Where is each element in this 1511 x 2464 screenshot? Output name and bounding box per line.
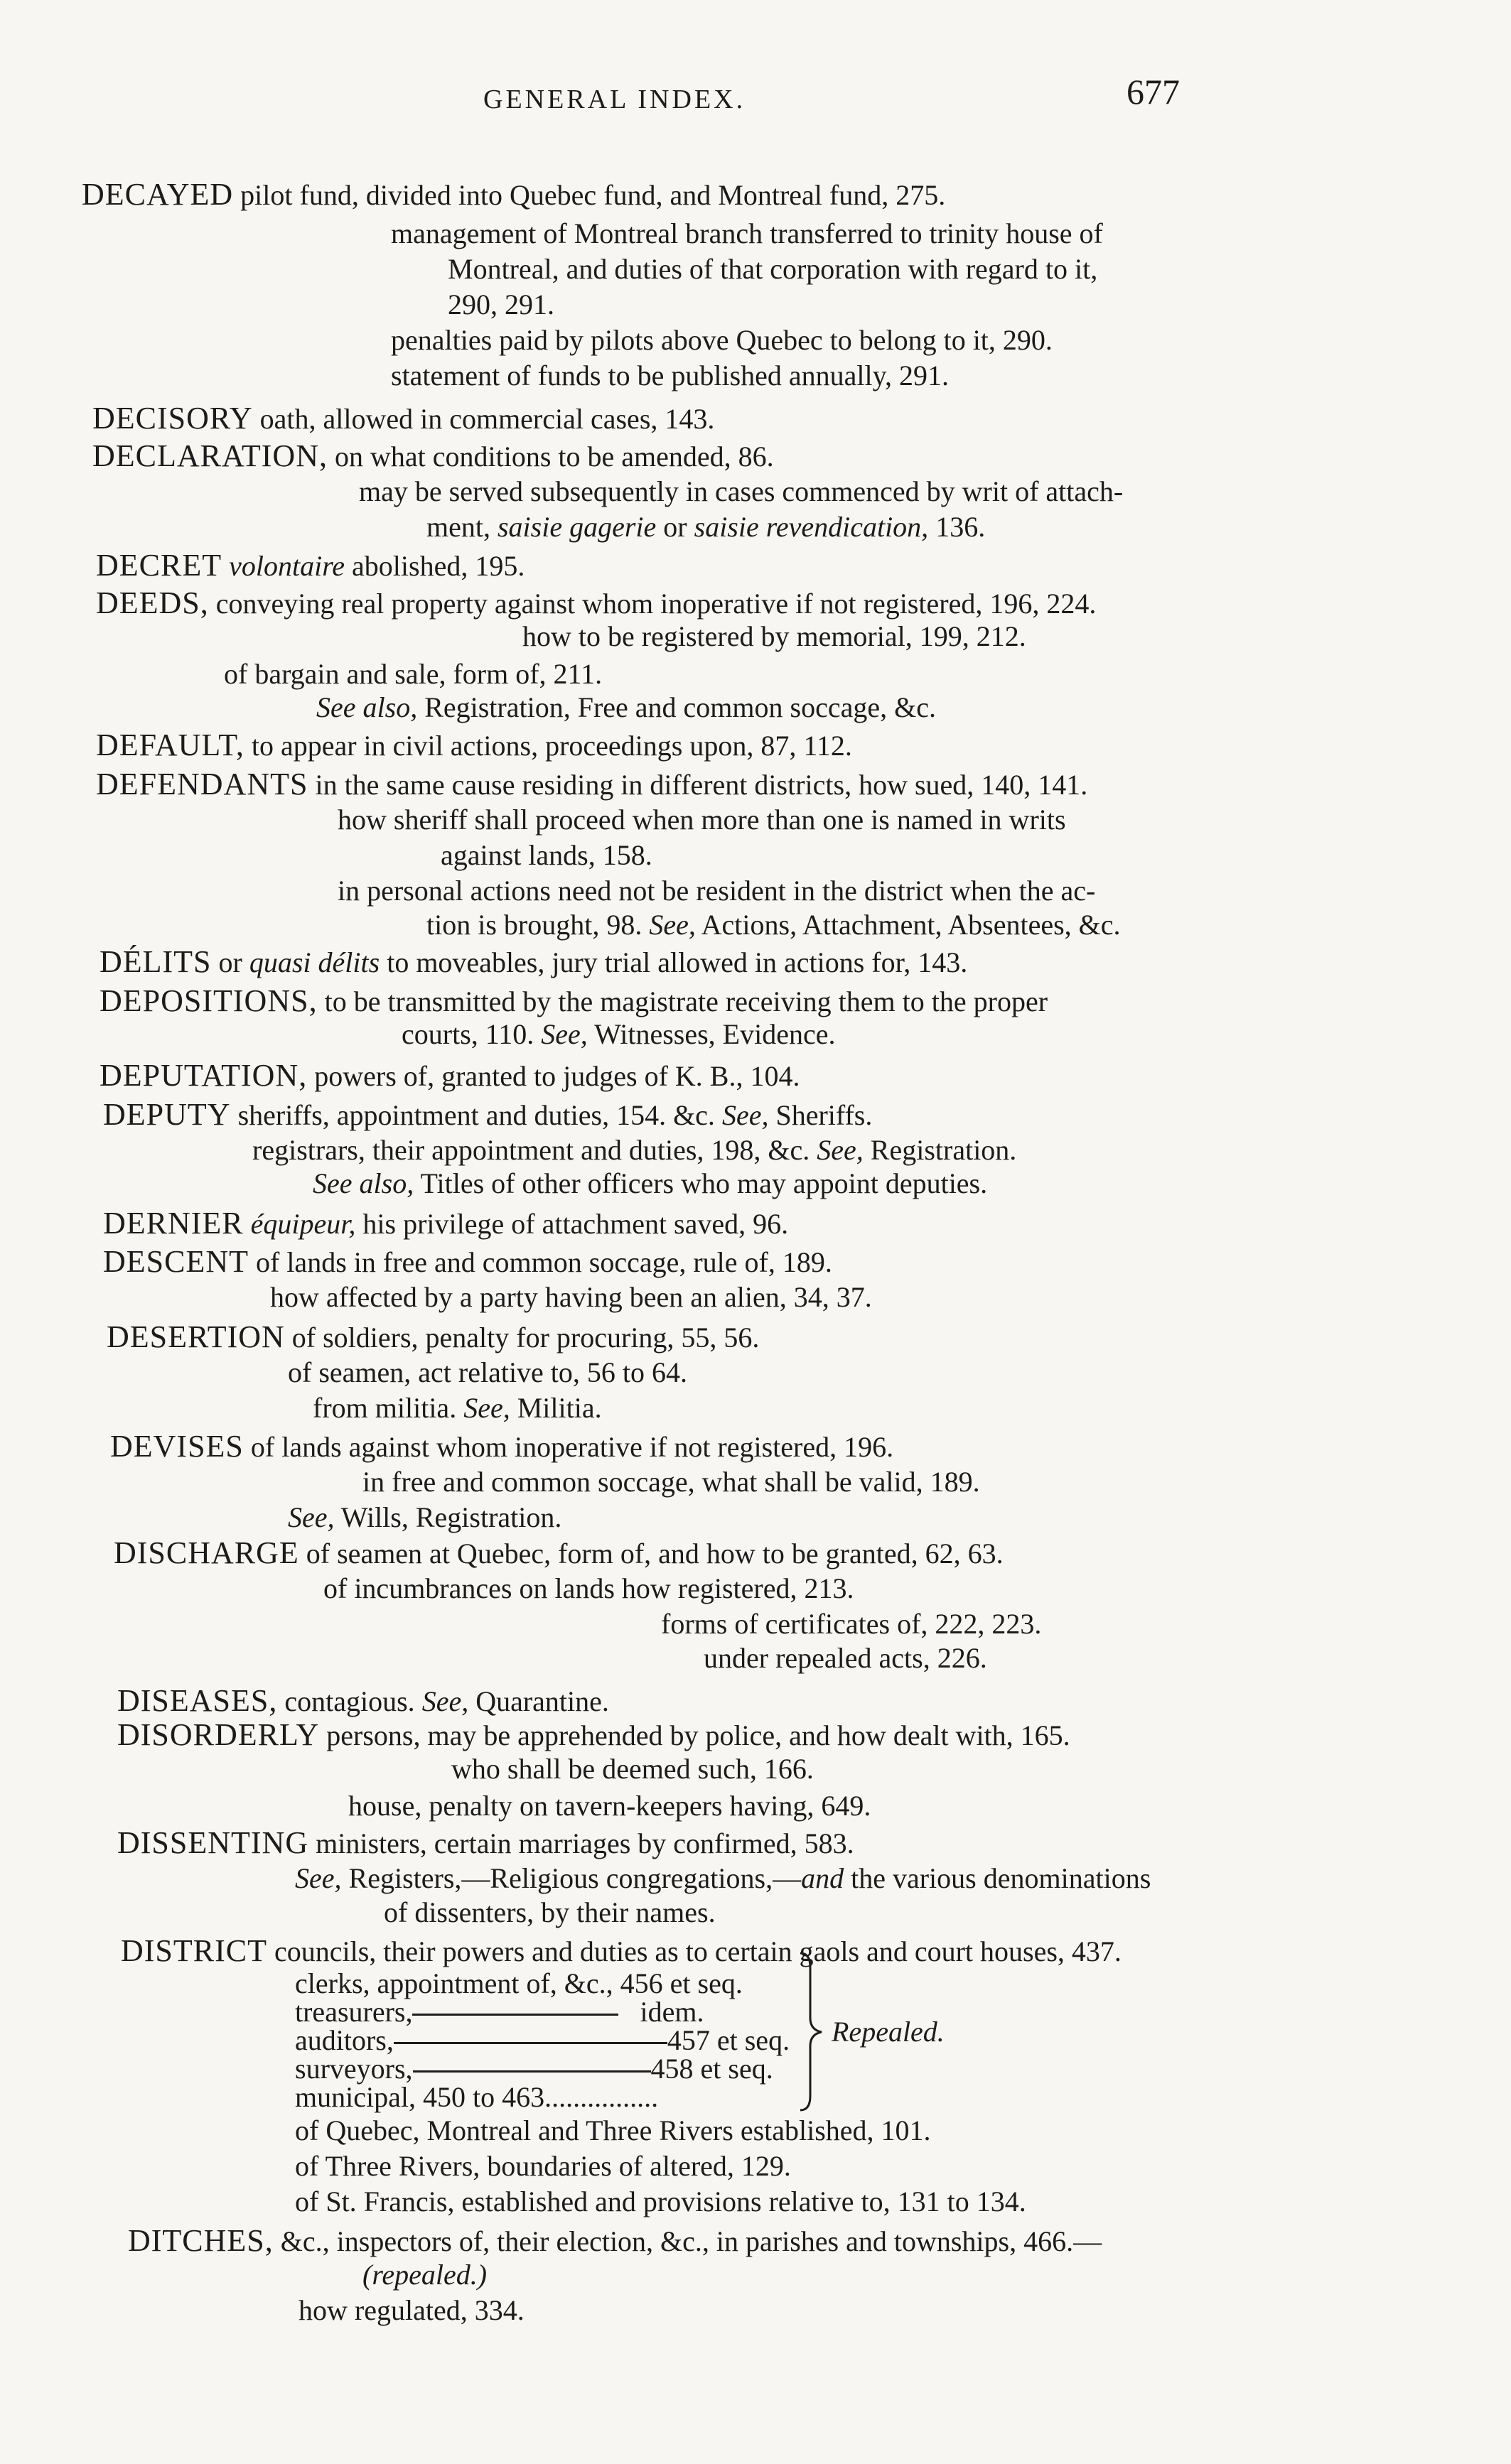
entry-text: &c., inspectors of, their election, &c., in parishes and townships, 466.— bbox=[280, 2225, 1102, 2257]
subentry: auditors, 457 et seq. bbox=[295, 2024, 790, 2056]
entry-decisory bbox=[92, 401, 714, 436]
subentry: surveyors, 458 et seq. bbox=[295, 2053, 773, 2085]
subentry: 290, 291. bbox=[448, 288, 554, 320]
running-header: GENERAL INDEX. bbox=[483, 85, 746, 114]
subentry: Montreal, and duties of that corporation with regard to it, bbox=[448, 253, 1098, 285]
subentry: forms of certificates of, 222, 223. bbox=[661, 1608, 1042, 1640]
subentry: registrars, their appointment and duties, 198, &c. See, Registration. bbox=[252, 1134, 1017, 1166]
headword: DISSENTING bbox=[117, 1825, 309, 1860]
headword: DEFENDANTS bbox=[96, 767, 308, 801]
headword: DISCHARGE bbox=[114, 1535, 299, 1570]
entry-text: councils, their powers and duties as to certain gaols and court houses, 437. bbox=[274, 1935, 1122, 1967]
entry-deputy: DEPUTY sheriffs, appointment and duties, 154. &c. See, Sheriffs. bbox=[103, 1097, 873, 1132]
headword: DEVISES bbox=[110, 1429, 244, 1464]
entry-descent bbox=[103, 1245, 832, 1280]
headword: DECLARATION, bbox=[92, 438, 328, 473]
subentry: in personal actions need not be resident in the district when the ac- bbox=[338, 875, 1096, 907]
entry-text: ministers, certain marriages by confirmed, 583. bbox=[316, 1827, 854, 1859]
subentry: of incumbrances on lands how registered, 213. bbox=[323, 1572, 854, 1604]
headword: DISTRICT bbox=[121, 1933, 267, 1968]
subentry: how affected by a party having been an alien, 34, 37. bbox=[270, 1281, 872, 1313]
subentry: of bargain and sale, form of, 211. bbox=[224, 658, 603, 690]
entry-text: of lands against whom inoperative if not registered, 196. bbox=[250, 1431, 894, 1463]
entry-text: in the same cause residing in different districts, how sued, 140, 141. bbox=[315, 769, 1088, 801]
subentry: statement of funds to be published annually, 291. bbox=[391, 360, 950, 391]
entry-text: pilot fund, divided into Quebec fund, and Montreal fund, 275. bbox=[240, 179, 946, 211]
subentry: See also, Registration, Free and common soccage, &c. bbox=[316, 691, 936, 723]
entry-deputation bbox=[100, 1059, 800, 1093]
entry-text: of seamen at Quebec, form of, and how to be granted, 62, 63. bbox=[306, 1538, 1004, 1569]
headword: DITCHES, bbox=[128, 2223, 274, 2258]
entry-discharge bbox=[114, 1536, 1004, 1571]
headword: DEPUTATION, bbox=[100, 1058, 308, 1093]
headword: DESERTION bbox=[107, 1319, 285, 1354]
entry-text: to be transmitted by the magistrate receiving them to the proper bbox=[324, 985, 1048, 1017]
subentry: house, penalty on tavern-keepers having, 649. bbox=[348, 1790, 871, 1822]
subentry: management of Montreal branch transferred to trinity house of bbox=[391, 217, 1103, 249]
entry-ditches bbox=[128, 2224, 1102, 2259]
entry-defendants bbox=[96, 767, 1087, 802]
subentry: See, Wills, Registration. bbox=[288, 1501, 562, 1533]
subentry: of dissenters, by their names. bbox=[384, 1896, 716, 1928]
subentry: in free and common soccage, what shall be valid, 189. bbox=[362, 1466, 980, 1498]
entry-text: oath, allowed in commercial cases, 143. bbox=[259, 403, 715, 435]
subentry: See also, Titles of other officers who may appoint deputies. bbox=[313, 1167, 988, 1199]
page-number: 677 bbox=[1126, 72, 1180, 112]
subentry: may be served subsequently in cases commenced by writ of attach- bbox=[359, 475, 1124, 507]
entry-text: conveying real property against whom inoperative if not registered, 196, 224. bbox=[215, 588, 1097, 620]
entry-delits: DÉLITS or quasi délits to moveables, jury trial allowed in actions for, 143. bbox=[100, 944, 968, 979]
headword: DERNIER bbox=[103, 1206, 244, 1241]
headword: DEFAULT, bbox=[96, 728, 244, 762]
entry-diseases: DISEASES, contagious. See, Quarantine. bbox=[117, 1683, 609, 1718]
subentry: clerks, appointment of, &c., 456 et seq. bbox=[295, 1967, 743, 1999]
subentry: ment, saisie gagerie or saisie revendication, 136. bbox=[426, 511, 986, 543]
headword: DEEDS, bbox=[96, 585, 209, 620]
subentry: of Quebec, Montreal and Three Rivers established, 101. bbox=[295, 2114, 931, 2146]
headword: DECAYED bbox=[82, 177, 234, 212]
entry-desertion bbox=[107, 1320, 759, 1355]
headword: DECRET bbox=[96, 548, 222, 583]
subentry: of seamen, act relative to, 56 to 64. bbox=[288, 1356, 688, 1388]
headword: DÉLITS bbox=[100, 944, 212, 979]
subentry: how regulated, 334. bbox=[299, 2294, 525, 2326]
subentry: how to be registered by memorial, 199, 212. bbox=[522, 620, 1026, 652]
entry-devises bbox=[110, 1430, 893, 1464]
entry-dernier: DERNIER équipeur, his privilege of attachment saved, 96. bbox=[103, 1206, 789, 1241]
headword: DISEASES, bbox=[117, 1683, 278, 1718]
entry-district bbox=[121, 1934, 1122, 1969]
entry-dissenting bbox=[117, 1826, 854, 1861]
subentry: of Three Rivers, boundaries of altered, 129. bbox=[295, 2150, 791, 2182]
repealed-label: Repealed. bbox=[832, 2016, 945, 2048]
entry-decayed bbox=[82, 178, 945, 212]
headword: DECISORY bbox=[92, 401, 253, 436]
entry-default bbox=[96, 728, 852, 763]
subentry: See, Registers,—Religious congregations,—and the various denominations bbox=[295, 1862, 1151, 1894]
subentry: tion is brought, 98. See, Actions, Attachment, Absentees, &c. bbox=[426, 909, 1121, 941]
entry-text: to appear in civil actions, proceedings upon, 87, 112. bbox=[251, 730, 852, 762]
headword: DESCENT bbox=[103, 1244, 249, 1279]
subentry: penalties paid by pilots above Quebec to belong to it, 290. bbox=[391, 324, 1053, 356]
subentry: how sheriff shall proceed when more than one is named in writs bbox=[338, 804, 1066, 836]
subentry: courts, 110. See, Witnesses, Evidence. bbox=[402, 1018, 836, 1050]
entry-declaration bbox=[92, 439, 774, 474]
entry-text: of lands in free and common soccage, rule of, 189. bbox=[256, 1246, 832, 1278]
entry-decret: DECRET volontaire abolished, 195. bbox=[96, 548, 525, 583]
subentry: against lands, 158. bbox=[441, 839, 652, 871]
entry-depositions bbox=[100, 984, 1048, 1019]
subentry: (repealed.) bbox=[362, 2259, 488, 2291]
subentry: municipal, 450 to 463................ bbox=[295, 2081, 659, 2113]
headword: DEPOSITIONS, bbox=[100, 983, 318, 1018]
entry-deeds bbox=[96, 586, 1096, 621]
headword: DISORDERLY bbox=[117, 1717, 320, 1752]
subentry: treasurers, idem. bbox=[295, 1996, 704, 2028]
subentry: from militia. See, Militia. bbox=[313, 1392, 602, 1424]
headword: DEPUTY bbox=[103, 1097, 231, 1132]
entry-text: on what conditions to be amended, 86. bbox=[334, 441, 774, 472]
entry-disorderly bbox=[117, 1718, 1070, 1753]
subentry: who shall be deemed such, 166. bbox=[451, 1753, 814, 1785]
brace-icon bbox=[795, 1950, 837, 2114]
entry-text: of soldiers, penalty for procuring, 55, 56. bbox=[291, 1322, 760, 1353]
entry-text: persons, may be apprehended by police, and how dealt with, 165. bbox=[326, 1719, 1070, 1751]
subentry: of St. Francis, established and provisions relative to, 131 to 134. bbox=[295, 2185, 1026, 2217]
subentry: under repealed acts, 226. bbox=[704, 1642, 987, 1674]
entry-text: powers of, granted to judges of K. B., 104. bbox=[314, 1060, 800, 1092]
